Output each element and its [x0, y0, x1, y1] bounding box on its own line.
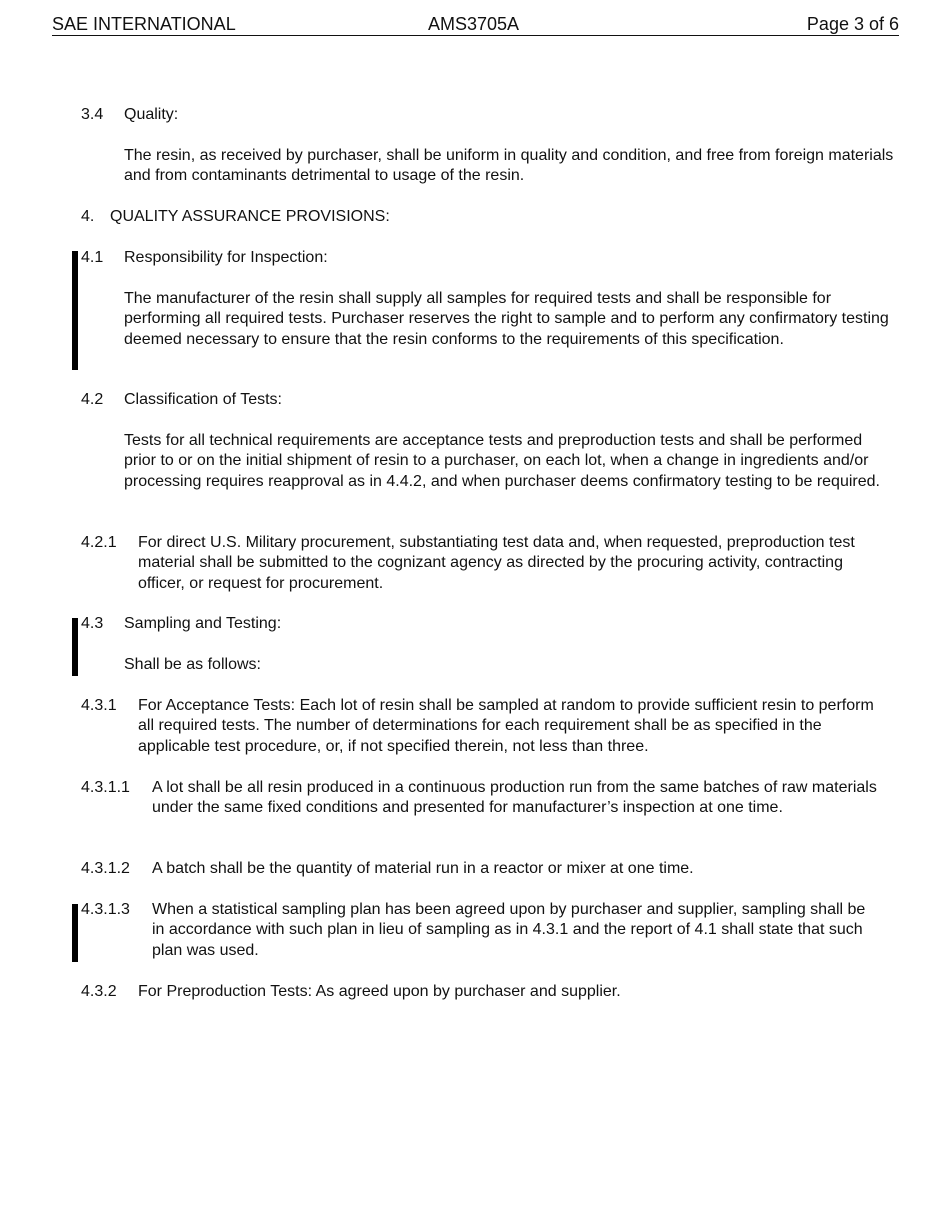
section-number: 4.3.1.1 — [81, 779, 130, 796]
section-title: Responsibility for Inspection: — [124, 249, 328, 266]
change-bar — [72, 618, 78, 676]
section-body: The manufacturer of the resin shall supply all samples for required tests and shall be responsible for performing all required tests. Purchaser reserves the right to sample and to perform any confirmatory testing deemed necessary to ensure that the resin conforms to the requirements of this specification. — [124, 290, 889, 348]
section-number: 4.3.1.2 — [81, 860, 130, 877]
header-org: SAE INTERNATIONAL — [52, 14, 236, 34]
section-body: The resin, as received by purchaser, shall be uniform in quality and condition, and free from foreign materials and from contaminants detrimental to usage of the resin. — [124, 147, 894, 185]
section-number: 4.1 — [81, 249, 104, 266]
section-body: For Preproduction Tests: As agreed upon by purchaser and supplier. — [138, 983, 621, 1000]
section-number: 4. — [81, 208, 95, 225]
section-number: 3.4 — [81, 106, 104, 123]
section-title: QUALITY ASSURANCE PROVISIONS: — [110, 208, 390, 225]
section-number: 4.3.2 — [81, 983, 117, 1000]
section-number: 4.3.1.3 — [81, 901, 130, 918]
section-body: Shall be as follows: — [124, 656, 261, 673]
section-body: For Acceptance Tests: Each lot of resin shall be sampled at random to provide sufficient resin to perform all required tests. The number of determinations for each requirement shall be as specified in the applicable test procedure, or, if not specified therein, not less than three. — [138, 697, 874, 755]
section-number: 4.3.1 — [81, 697, 117, 714]
section-title: Quality: — [124, 106, 179, 123]
header-page-number: Page 3 of 6 — [806, 14, 899, 34]
section-number: 4.2 — [81, 391, 104, 408]
section-body: Tests for all technical requirements are acceptance tests and preproduction tests and shall be performed prior to or on the initial shipment of resin to a purchaser, on each lot, when a change in ingredients and/or processing requires reapproval as in 4.4.2, and when purchaser deems confirmatory testing to be required. — [124, 432, 880, 490]
section-number: 4.2.1 — [81, 534, 117, 551]
page-header — [52, 13, 899, 36]
header-doc-id: AMS3705A — [428, 14, 520, 34]
section-title: Sampling and Testing: — [124, 615, 282, 632]
section-title: Classification of Tests: — [124, 391, 282, 408]
section-number: 4.3 — [81, 615, 104, 632]
change-bar — [72, 251, 78, 370]
change-bar — [72, 904, 78, 962]
section-body: A batch shall be the quantity of material run in a reactor or mixer at one time. — [152, 860, 694, 877]
section-body: When a statistical sampling plan has been agreed upon by purchaser and supplier, sampling shall be in accordance with such plan in lieu of sampling as in 4.3.1 and the report of 4.1 shall state that such plan was used. — [152, 901, 866, 959]
section-body: For direct U.S. Military procurement, substantiating test data and, when requested, preproduction test material shall be submitted to the cognizant agency as directed by the procuring activity, contracting officer, or request for procurement. — [138, 534, 855, 592]
section-body: A lot shall be all resin produced in a continuous production run from the same batches of raw materials under the same fixed conditions and presented for manufacturer’s inspection at one time. — [152, 779, 877, 817]
